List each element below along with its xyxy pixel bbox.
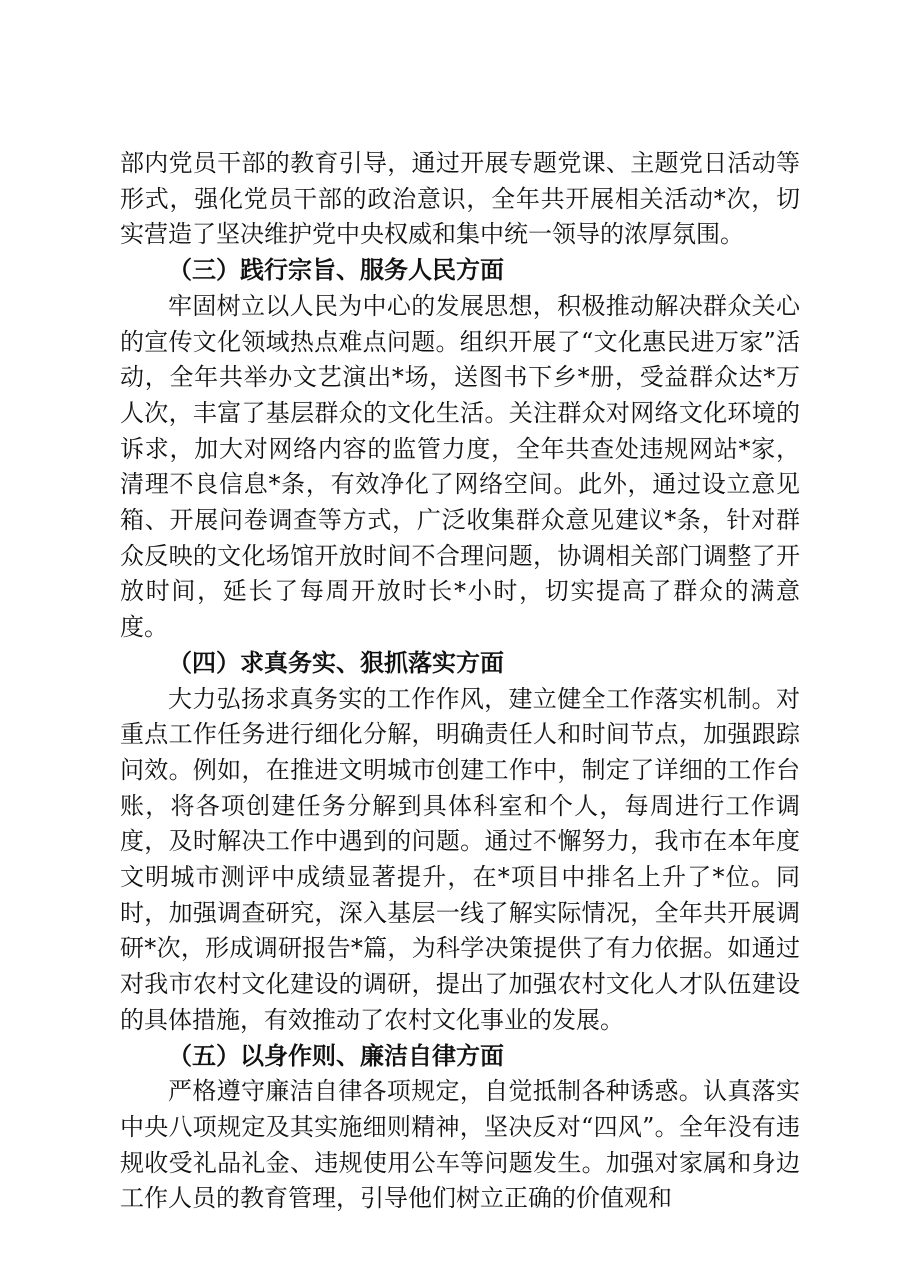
paragraph-serve-people: 牢固树立以人民为中心的发展思想，积极推动解决群众关心的宣传文化领域热点难点问题。组织开展了“文化惠民进万家”活动，全年共举办文艺演出*场，送图书下乡*册，受益群众达*万人次，丰富了基层群众的文化生活。关注群众对网络文化环境的诉求，加大对网络内容的监管力度，全年共查处违规网站*家，清理不良信息*条，有效净化了网络空间。此外，通过设立意见箱、开展问卷调查等方式，广泛收集群众意见建议*条，针对群众反映的文化场馆开放时间不合理问题，协调相关部门调整了开放时间，延长了每周开放时长*小时，切实提高了群众的满意度。	[120, 291, 800, 642]
paragraph-practical-work: 大力弘扬求真务实的工作作风，建立健全工作落实机制。对重点工作任务进行细化分解，明确责任人和时间节点，加强跟踪问效。例如，在推进文明城市创建工作中，制定了详细的工作台账，将各项创建任务分解到具体科室和个人，每周进行工作调度，及时解决工作中遇到的问题。通过不懈努力，我市在本年度文明城市测评中成绩显著提升，在*项目中排名上升了*位。同时，加强调查研究，深入基层一线了解实际情况，全年共开展调研*次，形成调研报告*篇，为科学决策提供了有力依据。如通过对我市农村文化建设的调研，提出了加强农村文化人才队伍建设的具体措施，有效推动了农村文化事业的发展。	[120, 684, 800, 1034]
document-page	[120, 146, 800, 1217]
section-heading-5: （五）以身作则、廉洁自律方面	[168, 1041, 504, 1070]
paragraph-integrity: 严格遵守廉洁自律各项规定，自觉抵制各种诱惑。认真落实中央八项规定及其实施细则精神，坚决反对“四风”。全年没有违规收受礼品礼金、违规使用公车等问题发生。加强对家属和身边工作人员的教育管理，引导他们树立正确的价值观和	[120, 1077, 800, 1213]
paragraph-continuation: 部内党员干部的教育引导，通过开展专题党课、主题党日活动等形式，强化党员干部的政治意识，全年共开展相关活动*次，切实营造了坚决维护党中央权威和集中统一领导的浓厚氛围。	[120, 149, 800, 249]
section-heading-3: （三）践行宗旨、服务人民方面	[168, 256, 504, 285]
section-heading-4: （四）求真务实、狠抓落实方面	[168, 648, 504, 677]
